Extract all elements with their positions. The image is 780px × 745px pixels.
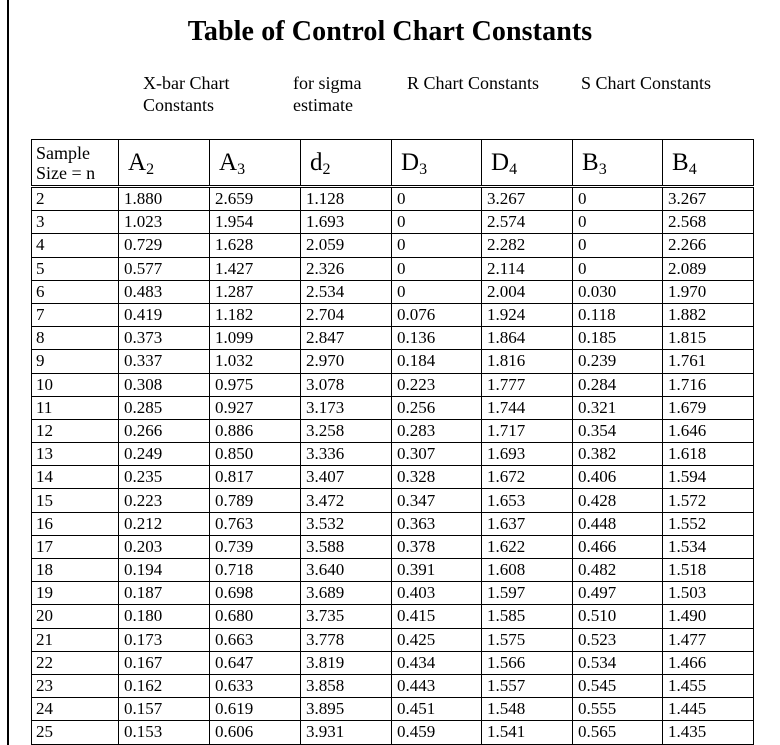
cell-b4: 1.716 [663,373,754,396]
cell-a2: 0.483 [119,280,210,303]
header-sample-line2: Size = n [36,162,96,183]
cell-a2: 0.223 [119,489,210,512]
cell-d4: 1.622 [482,535,573,558]
cell-b4: 1.445 [663,698,754,721]
cell-d3: 0.459 [392,721,482,744]
cell-a2: 0.194 [119,559,210,582]
cell-a3: 0.718 [210,559,301,582]
cell-a2: 0.308 [119,373,210,396]
cell-d2: 1.693 [301,211,392,234]
cell-d4: 1.637 [482,512,573,535]
cell-d2: 3.858 [301,674,392,697]
cell-d4: 1.924 [482,303,573,326]
cell-d3: 0.307 [392,443,482,466]
cell-d2: 3.895 [301,698,392,721]
header-d3-base: D [401,148,420,176]
table-row [32,443,754,466]
cell-a2: 0.266 [119,419,210,442]
cell-a3: 0.633 [210,674,301,697]
cell-b4: 2.089 [663,257,754,280]
cell-a3: 1.954 [210,211,301,234]
cell-a2: 1.880 [119,187,210,211]
table-row [32,187,754,211]
cell-d2: 3.689 [301,582,392,605]
group-label-r-chart: R Chart Constants [407,73,540,93]
cell-b3: 0.523 [573,628,663,651]
group-label-xbar [143,72,229,116]
cell-a3: 1.287 [210,280,301,303]
cell-b4: 1.882 [663,303,754,326]
cell-d4: 1.864 [482,327,573,350]
header-d3-sub: 3 [419,160,428,178]
cell-b3: 0.030 [573,280,663,303]
header-a2-sub: 2 [146,160,155,178]
cell-n: 22 [32,651,119,674]
header-d4-base: D [491,148,510,176]
cell-a3: 0.850 [210,443,301,466]
cell-d3: 0.451 [392,698,482,721]
cell-d2: 3.532 [301,512,392,535]
cell-d3: 0.425 [392,628,482,651]
table-row [32,350,754,373]
cell-n: 21 [32,628,119,651]
cell-d2: 2.326 [301,257,392,280]
cell-d4: 1.816 [482,350,573,373]
table-row [32,489,754,512]
cell-b4: 1.594 [663,466,754,489]
cell-d3: 0.378 [392,535,482,558]
cell-n: 2 [32,187,119,211]
cell-b3: 0 [573,187,663,211]
cell-b3: 0 [573,211,663,234]
left-border-rule [7,0,9,745]
cell-a2: 0.162 [119,674,210,697]
cell-d4: 2.574 [482,211,573,234]
cell-d2: 2.847 [301,327,392,350]
cell-b4: 1.679 [663,396,754,419]
cell-b3: 0.466 [573,535,663,558]
cell-d4: 1.608 [482,559,573,582]
cell-b3: 0.448 [573,512,663,535]
cell-a2: 0.373 [119,327,210,350]
cell-d3: 0 [392,234,482,257]
cell-a2: 0.337 [119,350,210,373]
table-row [32,211,754,234]
constants-table [31,139,754,745]
cell-b4: 1.435 [663,721,754,744]
cell-d3: 0.403 [392,582,482,605]
table-row [32,327,754,350]
header-b4-base: B [672,148,689,176]
page-title: Table of Control Chart Constants [187,16,593,47]
cell-b3: 0.497 [573,582,663,605]
cell-b4: 2.266 [663,234,754,257]
cell-d4: 2.282 [482,234,573,257]
cell-d3: 0.223 [392,373,482,396]
cell-d4: 1.585 [482,605,573,628]
cell-n: 15 [32,489,119,512]
table-row [32,419,754,442]
cell-a3: 2.659 [210,187,301,211]
cell-n: 8 [32,327,119,350]
cell-n: 25 [32,721,119,744]
cell-d4: 2.004 [482,280,573,303]
header-b3 [573,140,663,187]
cell-d4: 3.267 [482,187,573,211]
cell-b3: 0.185 [573,327,663,350]
cell-d3: 0.328 [392,466,482,489]
cell-d3: 0.363 [392,512,482,535]
cell-d4: 1.566 [482,651,573,674]
cell-b4: 1.455 [663,674,754,697]
table-row [32,396,754,419]
cell-d4: 1.717 [482,419,573,442]
cell-b3: 0.239 [573,350,663,373]
cell-d4: 1.744 [482,396,573,419]
group-label-s-chart: S Chart Constants [581,73,712,93]
cell-d4: 1.597 [482,582,573,605]
cell-d3: 0 [392,211,482,234]
cell-b4: 1.503 [663,582,754,605]
table-row [32,674,754,697]
group-label-xbar-line2: Constants [143,95,215,115]
cell-a3: 1.099 [210,327,301,350]
cell-n: 7 [32,303,119,326]
cell-d2: 3.819 [301,651,392,674]
cell-a2: 0.173 [119,628,210,651]
cell-a2: 0.153 [119,721,210,744]
cell-d2: 2.970 [301,350,392,373]
table-row [32,512,754,535]
table-row [32,257,754,280]
cell-b4: 1.518 [663,559,754,582]
cell-n: 11 [32,396,119,419]
cell-b3: 0.428 [573,489,663,512]
header-a2 [119,140,210,187]
header-b4-sub: 4 [688,160,697,178]
cell-a3: 1.427 [210,257,301,280]
cell-b4: 2.568 [663,211,754,234]
cell-b3: 0.382 [573,443,663,466]
cell-d2: 3.778 [301,628,392,651]
header-a3-sub: 3 [237,160,246,178]
cell-d2: 3.472 [301,489,392,512]
group-label-xbar-line1: X-bar Chart [143,73,230,93]
cell-b3: 0 [573,234,663,257]
cell-b3: 0.321 [573,396,663,419]
cell-d4: 1.693 [482,443,573,466]
table-row [32,721,754,744]
table-row [32,582,754,605]
cell-b4: 1.618 [663,443,754,466]
cell-b4: 1.815 [663,327,754,350]
cell-n: 12 [32,419,119,442]
cell-n: 4 [32,234,119,257]
cell-a3: 0.647 [210,651,301,674]
cell-n: 17 [32,535,119,558]
header-d3 [392,140,482,187]
cell-n: 14 [32,466,119,489]
cell-d3: 0.347 [392,489,482,512]
cell-b4: 3.267 [663,187,754,211]
cell-d4: 1.557 [482,674,573,697]
header-b3-sub: 3 [598,160,607,178]
cell-d3: 0.443 [392,674,482,697]
table-row [32,373,754,396]
cell-a2: 0.577 [119,257,210,280]
cell-d4: 1.653 [482,489,573,512]
cell-b3: 0.534 [573,651,663,674]
cell-d2: 3.735 [301,605,392,628]
table-row [32,303,754,326]
cell-a3: 0.975 [210,373,301,396]
cell-n: 10 [32,373,119,396]
header-d4-sub: 4 [509,160,518,178]
cell-a3: 0.680 [210,605,301,628]
cell-a2: 0.235 [119,466,210,489]
group-label-sigma-line1: for sigma [293,73,362,93]
cell-d3: 0.136 [392,327,482,350]
cell-d3: 0 [392,257,482,280]
cell-a3: 0.698 [210,582,301,605]
cell-b3: 0.406 [573,466,663,489]
table-row [32,466,754,489]
header-b4 [663,140,754,187]
header-a3-base: A [219,148,238,176]
cell-d3: 0 [392,187,482,211]
cell-a2: 0.157 [119,698,210,721]
cell-d2: 1.128 [301,187,392,211]
header-d4 [482,140,573,187]
cell-d3: 0.434 [392,651,482,674]
group-label-sigma [293,72,361,116]
cell-b4: 1.761 [663,350,754,373]
table-header-row [32,140,754,187]
cell-b3: 0.284 [573,373,663,396]
cell-d4: 1.672 [482,466,573,489]
cell-d3: 0.391 [392,559,482,582]
header-d2-sub: 2 [322,160,331,178]
cell-b3: 0.545 [573,674,663,697]
table-row [32,605,754,628]
cell-b4: 1.552 [663,512,754,535]
header-a2-base: A [128,148,147,176]
cell-b3: 0.354 [573,419,663,442]
table-row [32,535,754,558]
table-row [32,651,754,674]
cell-a2: 0.187 [119,582,210,605]
cell-n: 16 [32,512,119,535]
cell-b4: 1.477 [663,628,754,651]
header-a3 [210,140,301,187]
cell-n: 18 [32,559,119,582]
cell-a3: 0.789 [210,489,301,512]
cell-d2: 3.173 [301,396,392,419]
cell-a3: 0.619 [210,698,301,721]
group-label-sigma-line2: estimate [293,95,353,115]
cell-n: 9 [32,350,119,373]
table-row [32,628,754,651]
cell-d3: 0.283 [392,419,482,442]
cell-a2: 0.285 [119,396,210,419]
cell-a2: 0.419 [119,303,210,326]
cell-n: 6 [32,280,119,303]
header-sample-size [32,140,119,187]
cell-d4: 1.575 [482,628,573,651]
cell-d2: 2.534 [301,280,392,303]
table-row [32,698,754,721]
cell-d4: 2.114 [482,257,573,280]
cell-n: 3 [32,211,119,234]
cell-b4: 1.490 [663,605,754,628]
cell-d3: 0.256 [392,396,482,419]
cell-a3: 0.927 [210,396,301,419]
cell-a3: 1.182 [210,303,301,326]
cell-b3: 0.118 [573,303,663,326]
cell-d2: 3.078 [301,373,392,396]
cell-a3: 0.886 [210,419,301,442]
cell-a3: 0.663 [210,628,301,651]
cell-d2: 3.258 [301,419,392,442]
cell-d4: 1.777 [482,373,573,396]
cell-n: 24 [32,698,119,721]
cell-b3: 0.482 [573,559,663,582]
cell-a3: 1.032 [210,350,301,373]
cell-d4: 1.541 [482,721,573,744]
cell-b3: 0 [573,257,663,280]
cell-d3: 0.184 [392,350,482,373]
cell-a3: 0.606 [210,721,301,744]
table-row [32,280,754,303]
cell-b4: 1.646 [663,419,754,442]
cell-d3: 0 [392,280,482,303]
cell-d3: 0.076 [392,303,482,326]
cell-n: 20 [32,605,119,628]
cell-n: 23 [32,674,119,697]
cell-b3: 0.555 [573,698,663,721]
cell-b4: 1.572 [663,489,754,512]
cell-d2: 3.336 [301,443,392,466]
cell-b4: 1.466 [663,651,754,674]
header-d2 [301,140,392,187]
table-row [32,234,754,257]
header-sample-line1: Sample [36,142,90,163]
cell-n: 5 [32,257,119,280]
cell-a2: 1.023 [119,211,210,234]
cell-a2: 0.212 [119,512,210,535]
cell-b3: 0.565 [573,721,663,744]
cell-a3: 1.628 [210,234,301,257]
header-b3-base: B [582,148,599,176]
cell-n: 13 [32,443,119,466]
cell-d2: 2.059 [301,234,392,257]
cell-a3: 0.817 [210,466,301,489]
cell-d4: 1.548 [482,698,573,721]
cell-a3: 0.763 [210,512,301,535]
cell-n: 19 [32,582,119,605]
cell-a2: 0.249 [119,443,210,466]
cell-a2: 0.729 [119,234,210,257]
table-row [32,559,754,582]
cell-a3: 0.739 [210,535,301,558]
cell-d2: 3.588 [301,535,392,558]
cell-a2: 0.203 [119,535,210,558]
cell-a2: 0.167 [119,651,210,674]
cell-d2: 3.407 [301,466,392,489]
cell-d3: 0.415 [392,605,482,628]
cell-b3: 0.510 [573,605,663,628]
cell-b4: 1.534 [663,535,754,558]
cell-d2: 3.931 [301,721,392,744]
cell-a2: 0.180 [119,605,210,628]
cell-b4: 1.970 [663,280,754,303]
header-d2-base: d [310,148,323,176]
cell-d2: 2.704 [301,303,392,326]
cell-d2: 3.640 [301,559,392,582]
table-body [32,187,754,745]
